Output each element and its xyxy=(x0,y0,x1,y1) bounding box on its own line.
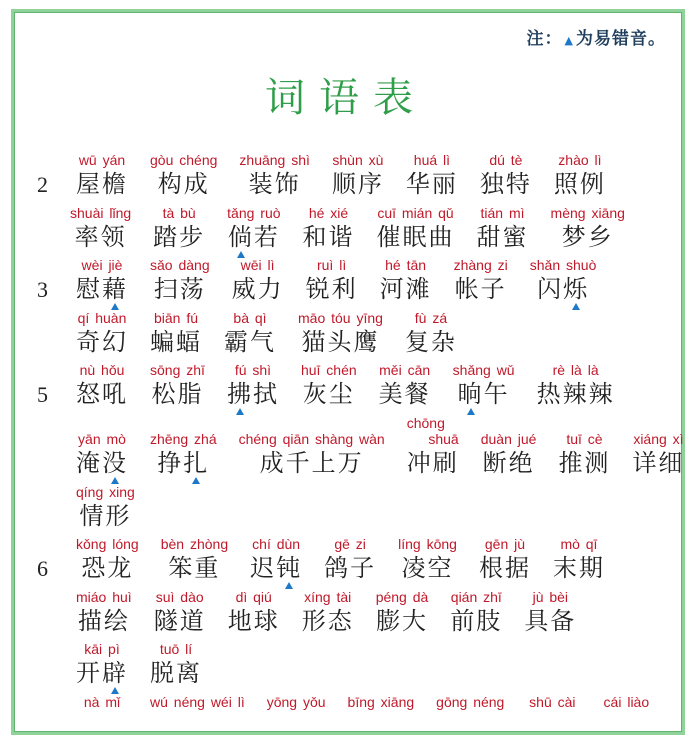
hanzi: 晌午 xyxy=(457,380,510,409)
vocab-word xyxy=(407,415,459,478)
vocab-word xyxy=(324,536,376,583)
hanzi: 拂拭 xyxy=(226,380,279,409)
pinyin: zhào lì xyxy=(558,152,602,168)
pinyin: wèi jiè xyxy=(81,257,123,274)
vocab-word xyxy=(530,257,597,304)
vocab-word xyxy=(524,589,576,636)
hanzi: 鸽子 xyxy=(324,554,377,583)
vocab-word xyxy=(76,536,139,583)
pinyin: gōng néng xyxy=(436,693,505,710)
vocab-row xyxy=(0,362,692,415)
vocab-row xyxy=(0,484,692,537)
vocab-word xyxy=(76,641,128,688)
pinyin: dú tè xyxy=(489,152,523,168)
vocab-word xyxy=(301,362,357,409)
note xyxy=(527,24,666,49)
pinyin: tián mì xyxy=(480,204,525,221)
pinyin: wú néng wéi lì xyxy=(150,693,245,710)
pinyin: kāi pì xyxy=(84,641,120,658)
pinyin: gēn jù xyxy=(484,536,526,553)
vocab-row xyxy=(0,415,692,484)
pinyin: xíng tài xyxy=(304,588,352,605)
error-prone-mark-icon: 倘 xyxy=(227,222,254,251)
pinyin: zhēng zhá xyxy=(150,430,217,447)
pinyin: zhàng zi xyxy=(453,257,508,274)
hanzi: 构成 xyxy=(157,170,210,198)
pinyin: shǎng wǔ xyxy=(452,362,515,379)
vocab-word xyxy=(379,362,431,409)
pinyin: péng dà xyxy=(375,588,429,605)
error-prone-mark-icon: 晌 xyxy=(457,380,484,409)
note-prefix: 注： xyxy=(526,29,563,49)
vocab-word xyxy=(298,310,383,357)
vocab-word xyxy=(479,536,531,583)
vocab-word xyxy=(76,310,128,357)
pinyin: shǎn shuò xyxy=(529,257,597,274)
hanzi: 迟钝 xyxy=(250,554,303,583)
vocab-word xyxy=(332,152,384,199)
hanzi: 顺序 xyxy=(331,170,384,198)
hanzi: 屋檐 xyxy=(76,170,128,198)
pinyin: zhuāng shì xyxy=(239,152,310,168)
vocab-word xyxy=(150,310,202,357)
vocab-word xyxy=(153,205,205,252)
pinyin: bèn zhòng xyxy=(160,536,229,553)
pinyin: miáo huì xyxy=(76,588,132,605)
hanzi: 断绝 xyxy=(482,448,535,477)
hanzi: 蝙蝠 xyxy=(150,327,202,356)
hanzi: 踏步 xyxy=(153,222,206,251)
error-prone-mark-icon: 藉 xyxy=(102,275,128,304)
hanzi: 恐龙 xyxy=(81,554,134,583)
pinyin: tuī cè xyxy=(566,430,603,447)
vocab-word xyxy=(150,257,210,304)
vocab-word xyxy=(76,257,128,304)
pinyin: wū yán xyxy=(78,152,126,168)
lesson-number: 5 xyxy=(37,382,48,408)
hanzi: 威力 xyxy=(231,275,284,304)
pinyin: qíng xing xyxy=(76,483,135,500)
vocab-word xyxy=(76,152,128,199)
vocab-word xyxy=(150,641,202,688)
triangle-mark-icon: ▲ xyxy=(564,34,574,47)
lesson-number: 6 xyxy=(37,556,48,582)
vocab-word xyxy=(600,694,652,711)
vocab-word xyxy=(232,257,284,304)
hanzi: 独特 xyxy=(479,170,532,198)
pinyin: huá lì xyxy=(413,152,451,168)
pinyin: xiáng xì xyxy=(633,430,684,447)
vocab-word xyxy=(239,431,385,478)
hanzi: 怒吼 xyxy=(76,380,128,409)
hanzi: 和谐 xyxy=(302,222,355,251)
pinyin: qí huàn xyxy=(77,309,127,326)
pinyin: wēi lì xyxy=(240,257,275,274)
vocab-row xyxy=(0,536,692,589)
vocab-word xyxy=(302,589,354,636)
vocabulary-list xyxy=(0,152,692,747)
error-prone-mark-icon: 没 xyxy=(102,448,128,477)
vocab-word xyxy=(150,362,205,409)
vocab-word xyxy=(303,205,355,252)
vocab-word xyxy=(537,362,615,409)
vocab-word xyxy=(481,431,537,478)
vocab-row xyxy=(0,257,692,310)
vocab-word xyxy=(558,431,610,478)
vocab-word xyxy=(554,152,606,199)
hanzi: 照例 xyxy=(553,170,606,198)
pinyin: gē zi xyxy=(334,536,366,553)
vocab-word xyxy=(405,310,457,357)
hanzi: 脱离 xyxy=(150,659,202,688)
hanzi: 霸气 xyxy=(224,327,276,356)
vocab-word xyxy=(150,694,245,711)
vocab-word xyxy=(526,694,578,711)
hanzi: 前肢 xyxy=(450,606,503,635)
pinyin: huī chén xyxy=(300,362,357,379)
hanzi: 凌空 xyxy=(401,554,454,583)
vocab-word xyxy=(477,205,529,252)
pinyin: sǎo dàng xyxy=(150,257,210,274)
vocab-word xyxy=(76,484,135,531)
hanzi: 率领 xyxy=(74,222,127,251)
pinyin: suì dào xyxy=(155,588,204,605)
hanzi: 闪烁 xyxy=(537,275,590,304)
vocab-word xyxy=(450,589,502,636)
hanzi: 奇幻 xyxy=(76,327,128,356)
vocab-row xyxy=(0,310,692,363)
vocab-row xyxy=(0,589,692,642)
vocab-word xyxy=(227,205,280,252)
hanzi: 猫头鹰 xyxy=(301,327,380,356)
hanzi: 隧道 xyxy=(153,606,206,635)
pinyin: hé xié xyxy=(308,204,349,221)
hanzi: 冲刷 xyxy=(406,448,459,477)
hanzi: 成千上万 xyxy=(259,448,364,477)
vocab-word xyxy=(150,152,217,199)
hanzi: 复杂 xyxy=(404,327,457,356)
pinyin: cái liào xyxy=(603,693,650,710)
lesson-number: 2 xyxy=(37,172,48,197)
vocab-word xyxy=(376,589,429,636)
vocab-word xyxy=(398,536,457,583)
pinyin: líng kōng xyxy=(398,536,457,553)
pinyin: mò qī xyxy=(560,536,598,553)
vocab-word xyxy=(161,536,228,583)
hanzi: 推测 xyxy=(558,448,611,477)
pinyin: fù zá xyxy=(414,309,448,326)
vocab-word xyxy=(406,152,458,199)
hanzi: 华丽 xyxy=(405,170,458,198)
vocab-word xyxy=(76,589,132,636)
pinyin: shuā xyxy=(428,430,459,447)
pinyin: chéng qiān shàng wàn xyxy=(238,430,385,447)
pinyin: nù hǒu xyxy=(79,362,125,379)
lesson-number: 3 xyxy=(37,277,48,303)
pinyin: jù bèi xyxy=(532,588,569,605)
pinyin: chí dùn xyxy=(252,536,301,553)
vocab-word xyxy=(150,431,217,478)
pinyin: māo tóu yīng xyxy=(298,309,383,326)
note-text: 为易错音。 xyxy=(576,29,666,49)
vocab-word xyxy=(224,310,276,357)
hanzi: 装饰 xyxy=(248,170,301,198)
pinyin: bà qì xyxy=(233,309,267,326)
pinyin-raised: chōng xyxy=(406,414,445,431)
hanzi: 帐子 xyxy=(454,275,507,304)
pinyin: dì qiú xyxy=(235,588,272,605)
vocab-word xyxy=(70,205,131,252)
vocab-word xyxy=(380,257,432,304)
hanzi: 热辣辣 xyxy=(536,380,615,409)
pinyin: bīng xiāng xyxy=(347,693,415,710)
vocab-word xyxy=(76,431,128,478)
vocab-row xyxy=(0,641,692,694)
hanzi: 美餐 xyxy=(378,380,431,409)
vocab-word xyxy=(154,589,206,636)
hanzi: 锐利 xyxy=(305,275,358,304)
hanzi: 根据 xyxy=(478,554,531,583)
pinyin: yān mò xyxy=(78,430,126,447)
hanzi: 甜蜜 xyxy=(476,222,529,251)
hanzi: 慰藉 xyxy=(76,275,128,304)
vocab-word xyxy=(480,152,532,199)
pinyin: měi cān xyxy=(379,362,431,379)
hanzi: 河滩 xyxy=(379,275,432,304)
hanzi: 梦乡 xyxy=(561,222,614,251)
vocab-word xyxy=(250,536,302,583)
hanzi: 挣扎 xyxy=(157,448,210,477)
pinyin: yōng yǒu xyxy=(266,693,326,710)
hanzi: 扫荡 xyxy=(153,275,206,304)
error-prone-mark-icon: 辟 xyxy=(102,659,128,688)
vocab-word xyxy=(551,205,625,252)
pinyin: shuài lǐng xyxy=(70,204,132,221)
pinyin: tà bù xyxy=(162,204,196,221)
hanzi: 末期 xyxy=(552,554,605,583)
pinyin: duàn jué xyxy=(480,430,537,447)
pinyin: cuī mián qǔ xyxy=(377,204,454,221)
vocab-word xyxy=(76,694,128,711)
vocab-word xyxy=(454,257,508,304)
vocab-word xyxy=(267,694,326,711)
pinyin: biān fú xyxy=(153,309,199,326)
hanzi: 膨大 xyxy=(376,606,428,635)
error-prone-mark-icon: 钝 xyxy=(276,554,303,583)
pinyin: tǎng ruò xyxy=(227,204,281,221)
pinyin: tuō lí xyxy=(159,641,193,658)
hanzi: 淹没 xyxy=(76,448,128,477)
error-prone-mark-icon: 烁 xyxy=(563,275,590,304)
vocab-word xyxy=(76,362,128,409)
vocab-word xyxy=(348,694,415,711)
pinyin: rè là là xyxy=(552,362,599,379)
vocab-word xyxy=(632,431,684,478)
pinyin: ruì lì xyxy=(316,257,347,274)
vocab-word xyxy=(436,694,504,711)
error-prone-mark-icon: 扎 xyxy=(183,448,210,477)
pinyin: shùn xù xyxy=(332,152,384,168)
hanzi: 笨重 xyxy=(168,554,221,583)
vocab-row xyxy=(0,205,692,258)
hanzi: 具备 xyxy=(524,606,577,635)
hanzi: 催眠曲 xyxy=(376,222,455,251)
pinyin: hé tān xyxy=(385,257,427,274)
hanzi: 地球 xyxy=(227,606,280,635)
error-prone-mark-icon: 拂 xyxy=(226,380,253,409)
vocab-row xyxy=(0,694,692,747)
vocab-word xyxy=(453,362,515,409)
pinyin: nà mǐ xyxy=(83,693,121,710)
pinyin: qián zhī xyxy=(450,588,502,605)
pinyin: fú shì xyxy=(234,362,272,379)
pinyin: mèng xiāng xyxy=(550,204,625,221)
hanzi: 情形 xyxy=(79,501,132,530)
hanzi: 描绘 xyxy=(77,606,130,635)
pinyin: shū cài xyxy=(529,693,576,710)
vocab-word xyxy=(553,536,605,583)
vocab-row xyxy=(0,152,692,205)
pinyin: sōng zhī xyxy=(150,362,205,379)
hanzi: 形态 xyxy=(301,606,354,635)
hanzi: 松脂 xyxy=(151,380,204,409)
vocab-word xyxy=(227,362,279,409)
hanzi: 开辟 xyxy=(76,659,128,688)
pinyin: kǒng lóng xyxy=(76,536,139,553)
vocab-word xyxy=(306,257,358,304)
hanzi: 倘若 xyxy=(227,222,280,251)
pinyin: gòu chéng xyxy=(150,152,218,168)
vocab-word xyxy=(239,152,310,199)
vocab-word xyxy=(228,589,280,636)
page-title: 词语表 xyxy=(265,75,427,121)
hanzi: 灰尘 xyxy=(302,380,355,409)
hanzi: 详细 xyxy=(632,448,685,477)
vocab-word xyxy=(377,205,455,252)
